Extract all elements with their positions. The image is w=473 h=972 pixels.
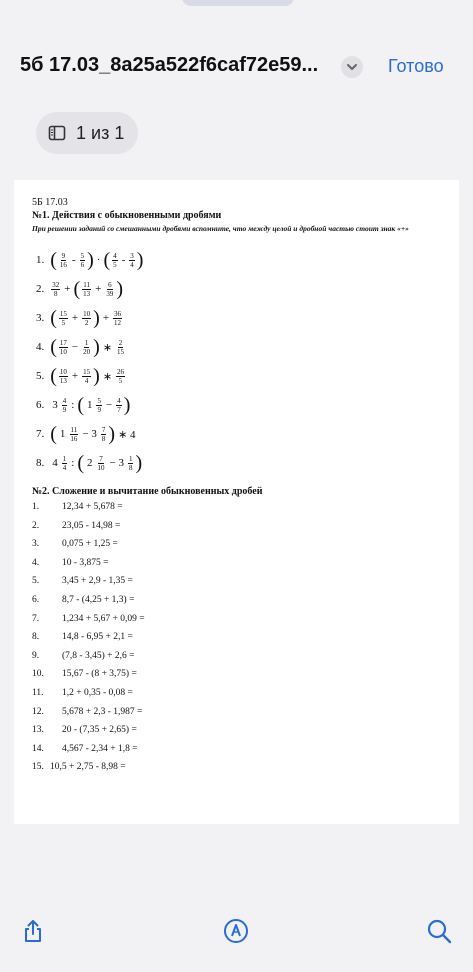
operator: + xyxy=(71,312,79,324)
task2-item xyxy=(32,539,118,549)
operator: + xyxy=(64,283,71,295)
operator: 1 xyxy=(86,399,93,411)
share-icon[interactable] xyxy=(20,918,46,944)
task1-number: 6. xyxy=(36,399,45,411)
fraction: $\frac{4}{9}$ xyxy=(62,396,67,414)
fraction: $\frac{3}{4}$ xyxy=(130,251,134,269)
fraction: $\frac{1}{20}$ xyxy=(83,338,91,356)
task2-item xyxy=(32,614,145,624)
document-page[interactable] xyxy=(14,180,459,824)
title-menu-button[interactable] xyxy=(341,56,363,78)
operator: + xyxy=(102,312,110,324)
parenthesis: ) xyxy=(93,365,100,387)
task1-number: 7. xyxy=(36,428,45,440)
fraction: $\frac{7}{8}$ xyxy=(101,425,106,443)
operator: : xyxy=(71,457,75,469)
task2-number: 15. xyxy=(32,762,44,773)
task1-expression xyxy=(36,279,123,299)
fraction: $\frac{4}{5}$ xyxy=(113,251,117,269)
parenthesis: ( xyxy=(50,423,57,445)
parenthesis: ( xyxy=(50,249,57,271)
sidebar-icon xyxy=(48,124,66,142)
task2-number: 11. xyxy=(32,688,44,698)
parenthesis: ( xyxy=(50,307,57,329)
task2-item xyxy=(32,762,126,772)
parenthesis: ) xyxy=(123,394,131,416)
operator: + xyxy=(71,370,79,382)
task2-number: 13. xyxy=(32,725,44,736)
task2-number: 10. xyxy=(32,669,44,680)
task1-expression xyxy=(36,250,143,270)
task1-expression xyxy=(36,366,126,386)
parenthesis: ( xyxy=(77,394,84,416)
task1-expression xyxy=(36,337,126,357)
task1-number: 5. xyxy=(36,370,45,382)
search-icon[interactable] xyxy=(426,918,452,944)
task2-number: 12. xyxy=(32,706,44,717)
operator: − xyxy=(105,399,113,411)
task2-expression: 8,7 - (4,25 + 1,3) = xyxy=(62,595,135,605)
fraction: $\frac{5}{9}$ xyxy=(97,396,101,414)
markup-icon[interactable] xyxy=(223,918,249,944)
task2-expression: 1,2 + 0,35 - 0,08 = xyxy=(62,688,133,698)
fraction: $\frac{1}{8}$ xyxy=(128,454,133,472)
operator: 3 xyxy=(52,399,58,411)
task2-expression: 14,8 - 6,95 + 2,1 = xyxy=(62,632,133,643)
task2-expression: (7,8 - 3,45) + 2,6 = xyxy=(62,650,135,661)
task2-number: 9. xyxy=(32,650,40,661)
task2-expression: 0,075 + 1,25 = xyxy=(62,539,118,550)
operator: − 3 xyxy=(82,428,97,440)
parenthesis: ) xyxy=(93,336,100,358)
task2-expression: 23,05 - 14,98 = xyxy=(62,520,121,531)
operator: - xyxy=(121,254,126,266)
fraction: $\frac{17}{10}$ xyxy=(59,338,67,356)
fraction: $\frac{10}{13}$ xyxy=(59,367,67,385)
fraction: $\frac{36}{12}$ xyxy=(114,309,122,327)
fraction: $\frac{9}{16}$ xyxy=(59,251,67,269)
operator: 4 xyxy=(52,457,58,469)
task2-item xyxy=(32,558,109,568)
task2-title: №2. Сложение и вычитание обыкновенных дробей xyxy=(32,486,263,497)
task2-item xyxy=(32,576,133,586)
fraction: $\frac{15}{4}$ xyxy=(83,367,91,385)
task2-item xyxy=(32,651,134,661)
task1-number: 4. xyxy=(36,341,45,353)
task2-expression: 12,34 + 5,678 = xyxy=(62,502,123,512)
operator: − xyxy=(71,341,79,353)
document-title[interactable]: 5б 17.03_8a25a522f6caf72e59... xyxy=(20,54,319,76)
fraction: $\frac{5}{6}$ xyxy=(80,251,85,269)
parenthesis: ( xyxy=(50,365,57,387)
fraction: $\frac{11}{16}$ xyxy=(70,425,78,443)
task2-expression: 10 - 3,875 = xyxy=(62,557,109,568)
fraction: $\frac{1}{4}$ xyxy=(62,454,67,472)
task2-expression: 3,45 + 2,9 - 1,35 = xyxy=(62,576,133,587)
task1-expression xyxy=(36,308,123,328)
operator: 1 xyxy=(59,428,66,440)
fraction: $\frac{6}{39}$ xyxy=(106,280,114,298)
parenthesis: ( xyxy=(103,249,111,271)
task2-number: 8. xyxy=(32,632,40,643)
task2-item xyxy=(32,688,133,698)
fraction: $\frac{32}{8}$ xyxy=(52,280,60,298)
parenthesis: ) xyxy=(116,278,124,300)
page-count: 1 из 1 xyxy=(76,123,125,143)
task2-number: 6. xyxy=(32,595,40,605)
operator: + xyxy=(95,283,102,295)
page-indicator[interactable] xyxy=(36,112,138,154)
operator: ∗ xyxy=(102,341,113,354)
task2-number: 5. xyxy=(32,576,40,587)
operator: · xyxy=(96,254,101,266)
task2-expression: 5,678 + 2,3 - 1,987 = xyxy=(62,706,143,717)
task2-item xyxy=(32,632,133,642)
fraction: $\frac{2}{15}$ xyxy=(117,338,125,356)
fraction: $\frac{11}{13}$ xyxy=(83,280,91,298)
parenthesis: ) xyxy=(136,249,144,271)
fraction: $\frac{4}{7}$ xyxy=(117,396,121,414)
task1-number: 3. xyxy=(36,312,45,324)
fraction: $\frac{10}{2}$ xyxy=(83,309,91,327)
task1-expression xyxy=(36,424,138,444)
parenthesis: ( xyxy=(73,278,81,300)
bottom-toolbar xyxy=(0,888,473,972)
operator: ∗ xyxy=(102,370,113,383)
operator: : xyxy=(71,399,75,411)
task1-number: 8. xyxy=(36,457,45,469)
doc-date: 5Б 17.03 xyxy=(32,197,68,208)
task2-number: 1. xyxy=(32,502,40,512)
operator: - xyxy=(71,254,76,266)
task2-item xyxy=(32,744,138,754)
operator: 2 xyxy=(86,457,93,469)
task2-expression: 10,5 + 2,75 - 8,98 = xyxy=(50,762,126,773)
header-bar xyxy=(0,38,473,98)
parenthesis: ( xyxy=(50,336,57,358)
done-button[interactable]: Готово xyxy=(388,56,444,76)
operator: − 3 xyxy=(109,457,124,469)
fraction: $\frac{15}{5}$ xyxy=(59,309,67,327)
task1-number: 2. xyxy=(36,283,45,295)
operator: ∗ 4 xyxy=(118,428,136,441)
fraction: $\frac{26}{5}$ xyxy=(117,367,125,385)
task2-expression: 15,67 - (8 + 3,75) = xyxy=(62,669,137,680)
task2-item xyxy=(32,521,120,531)
task2-expression: 20 - (7,35 + 2,65) = xyxy=(62,725,137,736)
task1-expression xyxy=(36,453,142,473)
top-handle xyxy=(182,0,294,6)
task2-number: 7. xyxy=(32,613,40,624)
task2-number: 3. xyxy=(32,539,40,550)
fraction: $\frac{7}{10}$ xyxy=(97,454,105,472)
task1-title: №1. Действия с обыкновенными дробями xyxy=(32,210,222,221)
parenthesis: ( xyxy=(77,452,84,474)
task1-hint: При решении заданий со смешанными дробями вспомните, что между целой и дробной частью стоит знак «+» xyxy=(32,224,409,233)
task2-number: 2. xyxy=(32,520,40,531)
task2-item xyxy=(32,595,134,605)
task2-item xyxy=(32,502,123,512)
task1-expression xyxy=(36,395,130,415)
task2-number: 14. xyxy=(32,743,44,754)
task2-item xyxy=(32,707,142,717)
task2-expression: 4,567 - 2,34 + 1,8 = xyxy=(62,743,138,754)
parenthesis: ) xyxy=(93,307,100,329)
parenthesis: ) xyxy=(135,452,143,474)
task2-item xyxy=(32,669,137,679)
task1-number: 1. xyxy=(36,254,45,266)
task2-number: 4. xyxy=(32,557,40,568)
parenthesis: ) xyxy=(108,423,116,445)
task2-item xyxy=(32,725,137,735)
chevron-down-icon xyxy=(341,56,363,78)
task2-expression: 1,234 + 5,67 + 0,09 = xyxy=(62,613,145,624)
parenthesis: ) xyxy=(87,249,94,271)
